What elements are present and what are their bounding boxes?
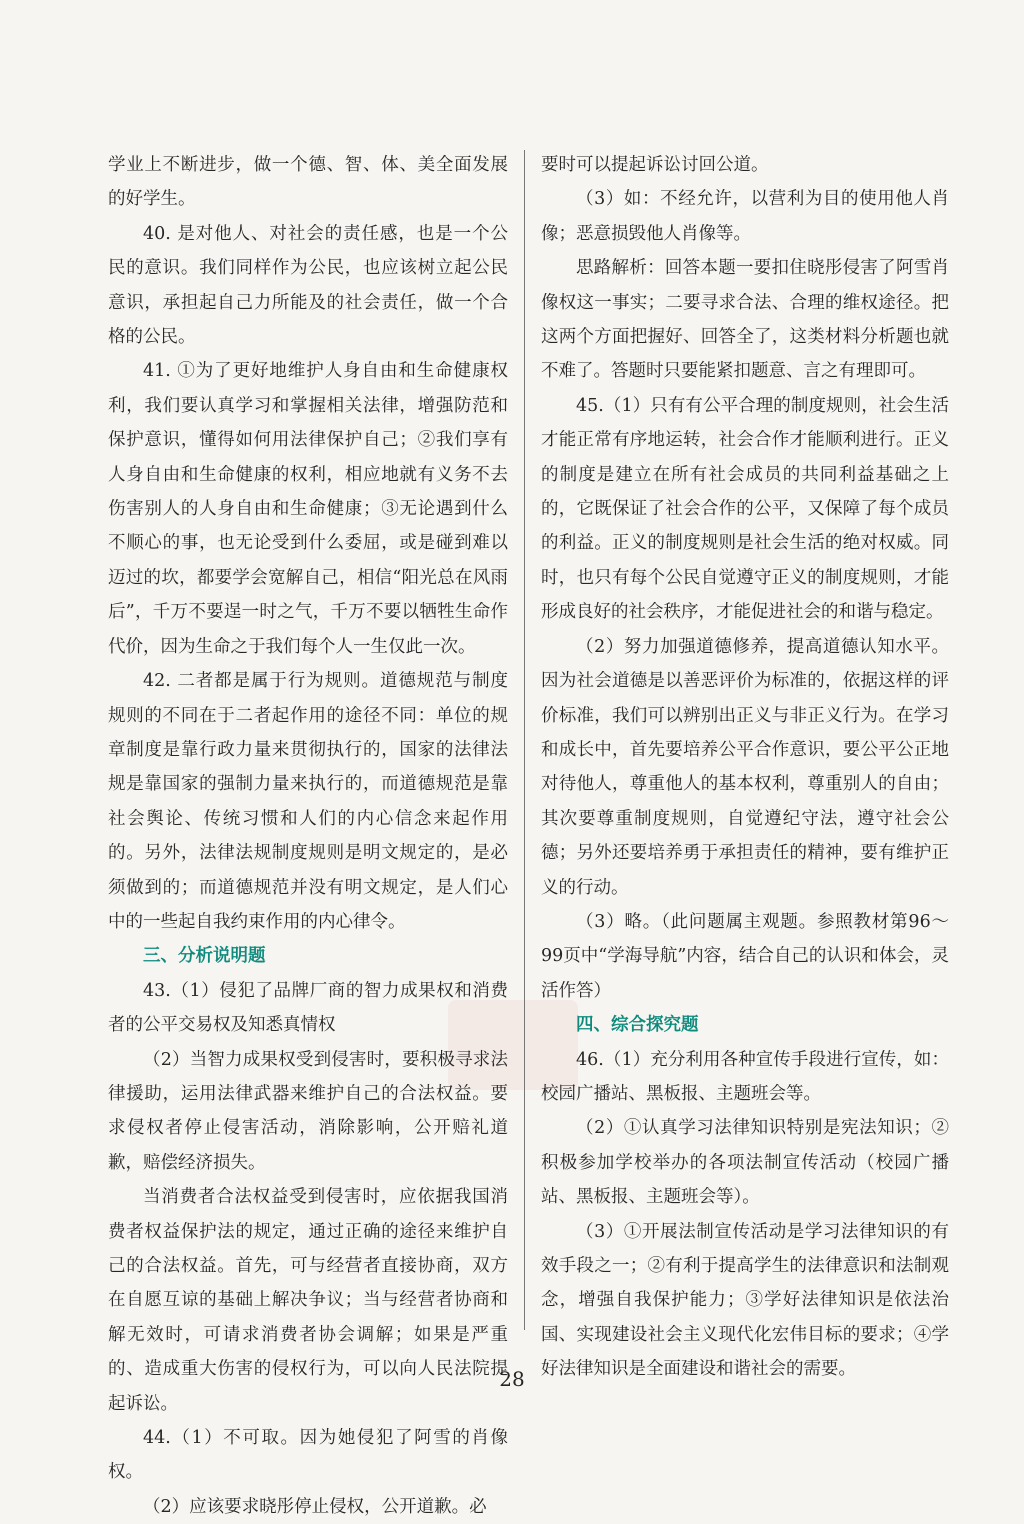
left-para-0: 学业上不断进步，做一个德、智、体、美全面发展的好学生。: [108, 155, 508, 210]
left-para-3: 42. 二者都是属于行为规则。道德规范与制度规则的不同在于二者起作用的途径不同：单位的规章制度是靠行政力量来贯彻执行的，国家的法律法规是靠国家的强制力量来执行的，而道德规范是靠社会舆论、传统习惯和人们的内心信念来起作用的。另外，法律法规制度规则是明文规定的，是必须做到的；而道德规范并没有明文规定，是人们心中的一些起自我约束作用的内心律令。: [108, 671, 508, 932]
section-heading-analysis: 三、分析说明题: [143, 946, 266, 967]
right-column: [541, 148, 949, 1387]
right-para-0: 要时可以提起诉讼讨回公道。: [541, 155, 769, 175]
left-para-5: 43.（1）侵犯了品牌厂商的智力成果权和消费者的公平交易权及知悉真情权: [108, 980, 508, 1036]
left-para-2: 41. ①为了更好地维护人身自由和生命健康权利，我们要认真学习和掌握相关法律，增强防范和保护意识，懂得如何用法律保护自己；②我们享有人身自由和生命健康的权利，相应地就有义务不去伤害别人的人身自由和生命健康；③无论遇到什么不顺心的事，也无论受到什么委屈，或是碰到难以迈过的坎，都要学会宽解自己，相信“阳光总在风雨后”，千万不要逞一时之气，千万不要以牺牲生命作代价，因为生命之于我们每个人一生仅此一次。: [108, 361, 508, 657]
section-heading-inquiry: 四、综合探究题: [576, 1015, 699, 1036]
right-para-1: （3）如：不经允许，以营利为目的使用他人肖像；恶意损毁他人肖像等。: [541, 189, 949, 244]
right-para-7: 46.（1）充分利用各种宣传手段进行宣传，如：校园广播站、黑板报、主题班会等。: [541, 1049, 949, 1104]
right-para-3: 45.（1）只有有公平合理的制度规则，社会生活才能正常有序地运转，社会合作才能顺利进行。正义的制度是建立在所有社会成员的共同利益基础之上的，它既保证了社会合作的公平，又保障了每个成员的利益。正义的制度规则是社会生活的绝对权威。同时，也只有每个公民自觉遵守正义的制度规则，才能形成良好的社会秩序，才能促进社会的和谐与稳定。: [541, 395, 949, 623]
left-para-6: （2）当智力成果权受到侵害时，要积极寻求法律援助，运用法律武器来维护自己的合法权益。要求侵权者停止侵害活动，消除影响，公开赔礼道歉，赔偿经济损失。: [108, 1049, 508, 1173]
right-para-2: 思路解析：回答本题一要扣住晓彤侵害了阿雪肖像权这一事实；二要寻求合法、合理的维权途径。把这两个方面把握好、回答全了，这类材料分析题也就不难了。答题时只要能紧扣题意、言之有理即可。: [541, 258, 949, 382]
left-para-8: 44.（1）不可取。因为她侵犯了阿雪的肖像权。: [108, 1428, 508, 1483]
page-number: 28: [499, 1367, 525, 1391]
left-column: [108, 148, 508, 1524]
right-para-8: （2）①认真学习法律知识特别是宪法知识；②积极参加学校举办的各项法制宣传活动（校园广播站、黑板报、主题班会等）。: [541, 1118, 949, 1208]
right-para-4: （2）努力加强道德修养，提高道德认知水平。因为社会道德是以善恶评价为标准的，依据这样的评价标准，我们可以辨别出正义与非正义行为。在学习和成长中，首先要培养公平合作意识，要公平公正地对待他人，尊重他人的基本权利，尊重别人的自由；其次要尊重制度规则，自觉遵纪守法，遵守社会公德；另外还要培养勇于承担责任的精神，要有维护正义的行动。: [541, 636, 949, 898]
right-para-5: （3）略。（此问题属主观题。参照教材第96～99页中“学海导航”内容，结合自己的认识和体会，灵活作答）: [541, 911, 949, 1001]
column-divider: [524, 150, 525, 1330]
left-para-1: 40. 是对他人、对社会的责任感，也是一个公民的意识。我们同样作为公民，也应该树立起公民意识，承担起自己力所能及的社会责任，做一个合格的公民。: [108, 223, 508, 348]
left-para-9: （2）应该要求晓彤停止侵权，公开道歉。必: [143, 1496, 487, 1517]
left-para-7: 当消费者合法权益受到侵害时，应依据我国消费者权益保护法的规定，通过正确的途径来维护自己的合法权益。首先，可与经营者直接协商，双方在自愿互谅的基础上解决争议；当与经营者协商和解无效时，可请求消费者协会调解；如果是严重的、造成重大伤害的侵权行为，可以向人民法院提起诉讼。: [108, 1187, 508, 1414]
right-para-9: （3）①开展法制宣传活动是学习法律知识的有效手段之一；②有利于提高学生的法律意识和法制观念，增强自我保护能力；③学好法律知识是依法治国、实现建设社会主义现代化宏伟目标的要求；④学好法律知识是全面建设和谐社会的需要。: [541, 1221, 949, 1380]
